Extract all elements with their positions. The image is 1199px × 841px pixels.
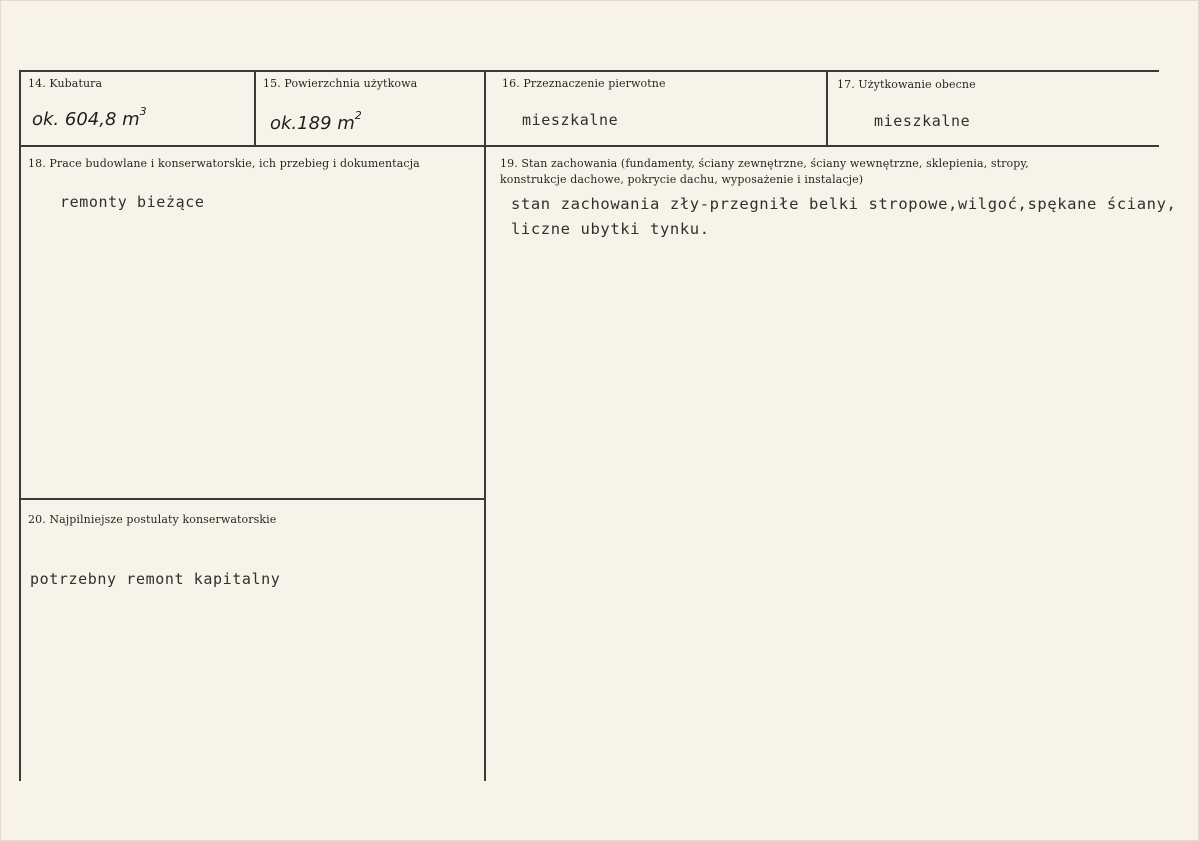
left-rule — [19, 70, 21, 781]
row1-bottom-rule — [19, 145, 1159, 147]
field-17-value: mieszkalne — [874, 112, 971, 130]
field-14-value-sup: 3 — [139, 105, 147, 118]
field-14-value — [32, 105, 147, 130]
field-15-value — [270, 109, 362, 134]
divider-15-16 — [484, 70, 486, 781]
field-15-value-text: ok.189 m — [270, 113, 355, 134]
divider-14-15 — [254, 70, 256, 146]
field-16-label: 16. Przeznaczenie pierwotne — [502, 77, 666, 90]
section20-top-rule — [19, 498, 484, 500]
field-15-value-sup: 2 — [354, 109, 362, 122]
field-19-label-line1: 19. Stan zachowania (fundamenty, ściany zewnętrzne, ściany wewnętrzne, sklepienia, stropy, — [500, 157, 1029, 170]
field-20-value: potrzebny remont kapitalny — [30, 570, 281, 588]
divider-16-17 — [826, 70, 828, 146]
field-18-label: 18. Prace budowlane i konserwatorskie, ich przebieg i dokumentacja — [28, 157, 420, 170]
field-14-label: 14. Kubatura — [28, 77, 103, 90]
field-15-label: 15. Powierzchnia użytkowa — [263, 77, 418, 90]
top-rule — [19, 70, 1159, 72]
field-20-label: 20. Najpilniejsze postulaty konserwatorskie — [28, 513, 277, 526]
field-16-value: mieszkalne — [522, 111, 619, 129]
field-18-value: remonty bieżące — [60, 193, 205, 211]
field-14-value-text: ok. 604,8 m — [32, 109, 140, 130]
field-19-label-line2: konstrukcje dachowe, pokrycie dachu, wyposażenie i instalacje) — [500, 173, 864, 186]
field-19-value-line2: liczne ubytki tynku. — [511, 220, 710, 238]
field-19-value-line1: stan zachowania zły-przegniłe belki stropowe,wilgoć,spękane ściany, — [511, 195, 1177, 213]
field-17-label: 17. Użytkowanie obecne — [837, 78, 976, 91]
